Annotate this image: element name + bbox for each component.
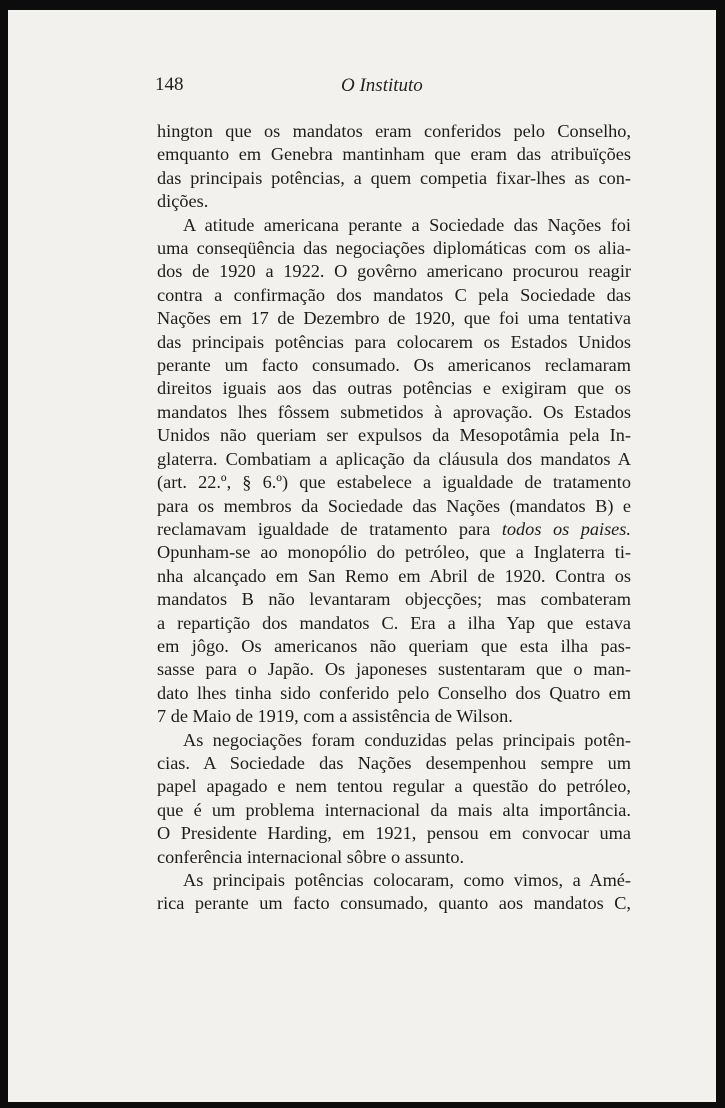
text-line — [157, 331, 631, 354]
text-line-content: 7 de Maio de 1919, com a assistência de Wilson. — [157, 706, 513, 727]
text-line — [157, 190, 631, 213]
text-line — [157, 401, 631, 424]
book-page — [8, 10, 716, 1102]
text-line-content: papel apagado e nem tentou regular a questão do petróleo, — [157, 776, 631, 797]
text-line-content: nha alcançado em San Remo em Abril de 1920. Contra os — [157, 565, 631, 586]
text-line-content: a repartição dos mandatos C. Era a ilha Yap que estava — [157, 612, 631, 633]
text-line — [157, 167, 631, 190]
text-line-content: Nações em 17 de Dezembro de 1920, que foi uma tentativa — [157, 308, 631, 329]
page-header — [155, 74, 635, 104]
text-line — [157, 120, 631, 143]
text-line-content: rica perante um facto consumado, quanto aos mandatos C, — [157, 893, 631, 914]
text-line-content: A atitude americana perante a Sociedade das Nações foi — [183, 214, 631, 235]
text-line-content: glaterra. Combatiam a aplicação da cláusula dos mandatos A — [157, 448, 631, 469]
text-line-content: reclamavam igualdade de tratamento para — [157, 518, 502, 539]
text-line — [157, 518, 631, 541]
text-line — [157, 658, 631, 681]
text-line-content: mandatos B não levantaram objecções; mas combateram — [157, 589, 631, 610]
text-line — [157, 541, 631, 564]
text-line-content: conferência internacional sôbre o assunto. — [157, 846, 465, 867]
text-line — [157, 471, 631, 494]
text-line-content: emquanto em Genebra mantinham que eram das atribuïções — [157, 144, 631, 165]
text-line-content: dições. — [157, 191, 209, 212]
text-line-content: As principais potências colocaram, como vimos, a Amé- — [183, 870, 631, 890]
text-line — [157, 775, 631, 798]
text-line — [157, 565, 631, 588]
text-line-content: uma conseqüência das negociações diplomáticas com os alia- — [157, 238, 631, 259]
text-line-content: direitos iguais aos das outras potências e exigiram que os — [157, 378, 631, 399]
running-title: O Instituto — [341, 75, 423, 96]
text-line-content: Unidos não queriam ser expulsos da Mesopotâmia pela In- — [157, 425, 631, 446]
text-line — [157, 260, 631, 283]
text-line — [157, 354, 631, 377]
text-line-content: que é um problema internacional da mais alta importância. — [157, 799, 631, 820]
page-number: 148 — [155, 74, 184, 95]
text-line-content: O Presidente Harding, em 1921, pensou em convocar uma — [157, 823, 631, 844]
text-line-content: Opunham-se ao monopólio do petróleo, que a Inglaterra ti- — [157, 542, 631, 563]
text-line-content: das principais potências para colocarem os Estados Unidos — [157, 331, 631, 352]
text-line-content: hington que os mandatos eram conferidos pelo Conselho, — [157, 121, 631, 141]
text-line — [157, 284, 631, 307]
text-line — [157, 377, 631, 400]
italic-phrase: todos os paises. — [501, 518, 631, 539]
text-line — [157, 237, 631, 260]
text-line-content: As negociações foram conduzidas pelas principais potên- — [183, 729, 631, 750]
text-line — [157, 424, 631, 447]
text-line-content: dato lhes tinha sido conferido pelo Conselho dos Quatro em — [157, 682, 631, 703]
text-line — [157, 612, 631, 635]
text-line — [157, 705, 631, 728]
text-line-content: em jôgo. Os americanos não queriam que esta ilha pas- — [157, 635, 631, 656]
text-line — [157, 495, 631, 518]
text-line — [157, 307, 631, 330]
text-line — [157, 892, 631, 915]
text-line — [157, 729, 631, 752]
text-line-content: para os membros da Sociedade das Nações (mandatos B) e — [157, 495, 631, 516]
text-line — [157, 869, 631, 892]
text-line-content: (art. 22.º, § 6.º) que estabelece a igualdade de tratamento — [157, 472, 631, 493]
text-line-content: sasse para o Japão. Os japoneses sustentaram que o man- — [157, 659, 631, 680]
text-line-content: das principais potências, a quem competia fixar-lhes as con- — [157, 167, 631, 188]
text-line — [157, 635, 631, 658]
text-line — [157, 846, 631, 869]
text-line-content: dos de 1920 a 1922. O govêrno americano procurou reagir — [157, 261, 631, 282]
text-line-content: perante um facto consumado. Os americanos reclamaram — [157, 355, 631, 376]
text-line-content: contra a confirmação dos mandatos C pela Sociedade das — [157, 284, 631, 305]
text-line — [157, 143, 631, 166]
text-line — [157, 752, 631, 775]
text-line — [157, 448, 631, 471]
text-line — [157, 214, 631, 237]
text-line — [157, 822, 631, 845]
text-line — [157, 799, 631, 822]
text-line — [157, 682, 631, 705]
text-line-content: cias. A Sociedade das Nações desempenhou sempre um — [157, 752, 631, 773]
text-line — [157, 588, 631, 611]
body-text — [157, 120, 631, 916]
text-line-content: mandatos lhes fôssem submetidos à aprovação. Os Estados — [157, 401, 631, 422]
